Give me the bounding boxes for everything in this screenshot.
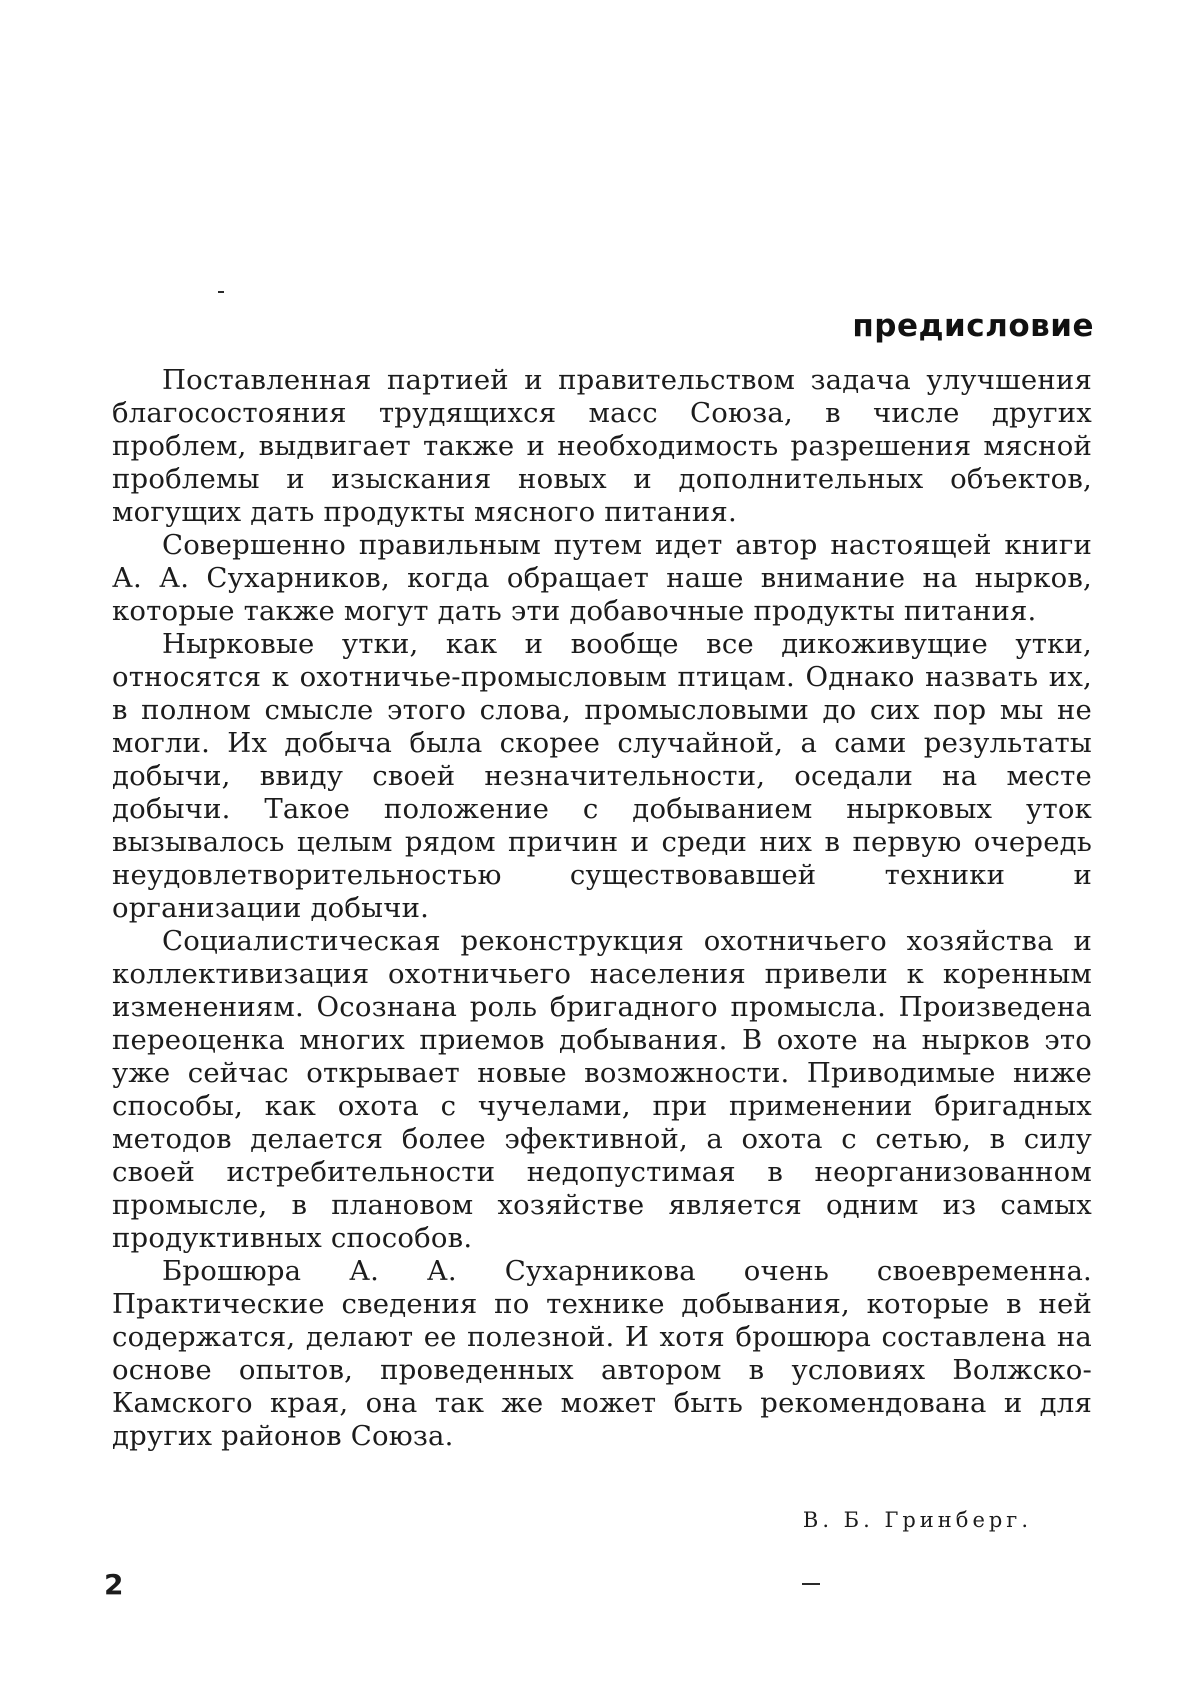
paragraph-2: Совершенно правильным путем идет автор настоящей книги А. А. Сухарников, когда обращает наше внимание на нырков, которые также могут дать эти добавочные продукты питания.	[112, 529, 1092, 627]
paragraph-3: Нырковые утки, как и вообще все дикоживущие утки, относятся к охотничье-промысловым птицам. Однако назвать их, в полном смысле этого слова, промысловыми до сих пор мы не могли. Их добыча была скорее случайной, а сами результаты добычи, ввиду своей незначительности, оседали на месте добычи. Такое положение с добыванием нырковых уток вызывалось целым рядом причин и среди них в первую очередь неудовлетворительностью существовавшей техники и организации добычи.	[112, 628, 1092, 924]
page-number: 2	[104, 1568, 124, 1601]
paragraph-5: Брошюра А. А. Сухарникова очень своевременна. Практические сведения по технике добывания, которые в ней содержатся, делают ее полезной. И хотя брошюра составлена на основе опытов, проведенных автором в условиях Волжско-Камского края, она так же может быть рекомендована и для других районов Союза.	[112, 1255, 1092, 1452]
paragraph-1: Поставленная партией и правительством задача улучшения благосостояния трудящихся масс Союза, в числе других проблем, выдвигает также и необходимость разрешения мясной проблемы и изыскания новых и дополнительных объектов, могущих дать продукты мясного питания.	[112, 364, 1092, 528]
print-speck	[218, 291, 224, 293]
paragraph-4: Социалистическая реконструкция охотничьего хозяйства и коллективизация охотничьего населения привели к коренным изменениям. Осознана роль бригадного промысла. Произведена переоценка многих приемов добывания. В охоте на нырков это уже сейчас открывает новые возможности. Приводимые ниже способы, как охота с чучелами, при применении бригадных методов делается более эфективной, а охота с сетью, в силу своей истребительности недопустимая в неорганизованном промысле, в плановом хозяйстве является одним из самых продуктивных способов.	[112, 925, 1092, 1254]
author-signature: В. Б. Гринберг.	[802, 1508, 1032, 1532]
section-heading: предисловие	[852, 308, 1094, 344]
preface-body	[112, 364, 1092, 1453]
print-speck	[802, 1583, 820, 1585]
